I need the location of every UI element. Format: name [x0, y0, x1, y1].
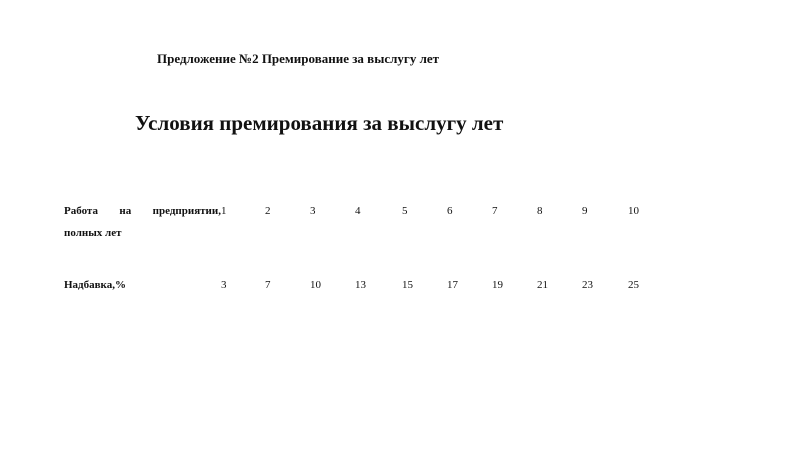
proposal-heading: Предложение №2 Премирование за выслугу лет — [157, 51, 440, 66]
bonus-cell: 7 — [265, 279, 271, 291]
years-row-label-line1 — [64, 200, 221, 222]
years-label-word: предприятии, — [152, 205, 221, 217]
bonus-cell: 13 — [355, 279, 366, 291]
bonus-cell: 19 — [492, 279, 503, 291]
bonus-cell: 25 — [628, 279, 639, 291]
years-cell: 8 — [537, 205, 543, 217]
bonus-cell: 3 — [221, 279, 227, 291]
years-cell: 1 — [221, 205, 227, 217]
years-row-label-line2: полных лет — [64, 227, 122, 239]
bonus-cell: 15 — [402, 279, 413, 291]
years-cell: 7 — [492, 205, 498, 217]
page-title: Условия премирования за выслугу лет — [135, 111, 504, 135]
bonus-row-label: Надбавка,% — [64, 279, 126, 291]
years-cell: 5 — [402, 205, 408, 217]
bonus-cell: 21 — [537, 279, 548, 291]
years-row-label — [64, 200, 224, 244]
years-label-word: Работа — [64, 205, 98, 217]
years-cell: 2 — [265, 205, 271, 217]
bonus-cell: 10 — [310, 279, 321, 291]
years-cell: 4 — [355, 205, 361, 217]
years-label-word: на — [119, 205, 132, 217]
years-cell: 6 — [447, 205, 453, 217]
years-cell: 9 — [582, 205, 588, 217]
bonus-cell: 17 — [447, 279, 458, 291]
years-cell: 3 — [310, 205, 316, 217]
years-cell: 10 — [628, 205, 639, 217]
bonus-cell: 23 — [582, 279, 593, 291]
